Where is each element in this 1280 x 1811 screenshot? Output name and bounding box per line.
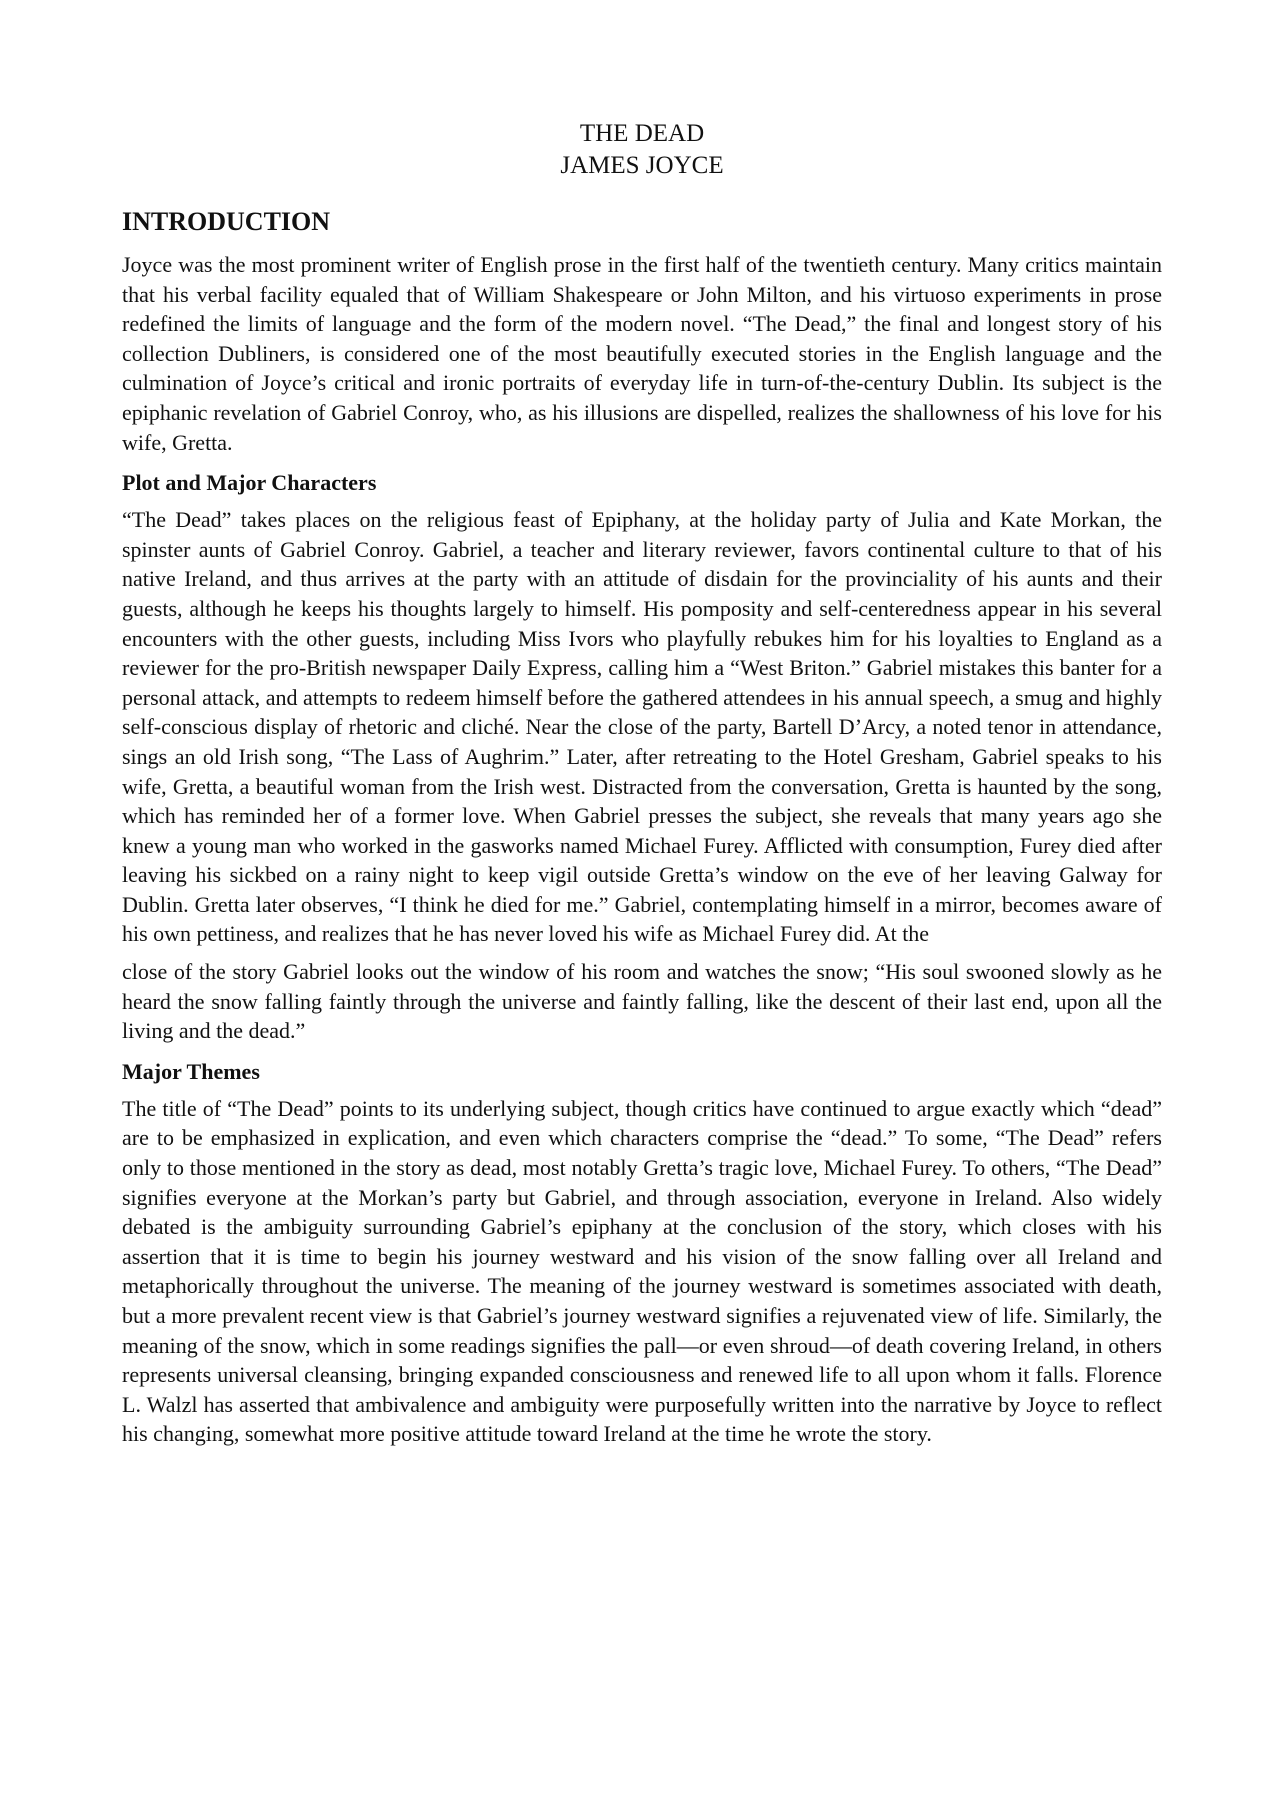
title-block — [122, 118, 1162, 182]
page-content — [122, 118, 1162, 1457]
introduction-paragraph: Joyce was the most prominent writer of English prose in the first half of the twentieth century. Many critics maintain that his verbal facility equaled that of William Shakespeare or John Milton, and his virtuoso experiments in prose redefined the limits of language and the form of the modern novel. “The Dead,” the final and longest story of his collection Dubliners, is considered one of the most beautifully executed stories in the English language and the culmination of Joyce’s critical and ironic portraits of everyday life in turn-of-the-century Dublin. Its subject is the epiphanic revelation of Gabriel Conroy, who, as his illusions are dispelled, realizes the shallowness of his love for his wife, Gretta. — [122, 252, 1162, 455]
introduction-section — [122, 206, 1162, 457]
themes-heading: Major Themes — [122, 1058, 260, 1084]
plot-heading: Plot and Major Characters — [122, 470, 377, 496]
plot-paragraph-1: “The Dead” takes places on the religious feast of Epiphany, at the holiday party of Julia and Kate Morkan, the spinster aunts of Gabriel Conroy. Gabriel, a teacher and literary reviewer, favors continental culture to that of his native Ireland, and thus arrives at the party with an attitude of disdain for the provinciality of his aunts and their guests, although he keeps his thoughts largely to himself. His pomposity and self-centeredness appear in his several encounters with the other guests, including Miss Ivors who playfully rebukes him for his loyalties to England as a reviewer for the pro-British newspaper Daily Express, calling him a “West Briton.” Gabriel mistakes this banter for a personal attack, and attempts to redeem himself before the gathered attendees in his annual speech, a smug and highly self-conscious display of rhetoric and cliché. Near the close of the party, Bartell D’Arcy, a noted tenor in attendance, sings an old Irish song, “The Lass of Aughrim.” Later, after retreating to the Hotel Gresham, Gabriel speaks to his wife, Gretta, a beautiful woman from the Irish west. Distracted from the conversation, Gretta is haunted by the song, which has reminded her of a former love. When Gabriel presses the subject, she reveals that many years ago she knew a young man who worked in the gasworks named Michael Furey. Afflicted with consumption, Furey died after leaving his sickbed on a rainy night to keep vigil outside Gretta’s window on the eve of her leaving Galway for Dublin. Gretta later observes, “I think he died for me.” Gabriel, contemplating himself in a mirror, becomes aware of his own pettiness, and realizes that he has never loved his wife as Michael Furey did. At the — [122, 507, 1162, 947]
document-author: JAMES JOYCE — [560, 152, 724, 179]
introduction-heading: INTRODUCTION — [122, 207, 331, 236]
plot-paragraph-2: close of the story Gabriel looks out the window of his room and watches the snow; “His soul swooned slowly as he heard the snow falling faintly through the universe and faintly falling, like the descent of their last end, upon all the living and the dead.” — [122, 959, 1162, 1044]
themes-section — [122, 1058, 1162, 1449]
plot-section — [122, 469, 1162, 1046]
themes-paragraph: The title of “The Dead” points to its underlying subject, though critics have continued to argue exactly which “dead” are to be emphasized in explication, and even which characters comprise the “dead.” To some, “The Dead” refers only to those mentioned in the story as dead, most notably Gretta’s tragic love, Michael Furey. To others, “The Dead” signifies everyone at the Morkan’s party but Gabriel, and through association, everyone in Ireland. Also widely debated is the ambiguity surrounding Gabriel’s epiphany at the conclusion of the story, which closes with his assertion that it is time to begin his journey westward and his vision of the snow falling over all Ireland and metaphorically throughout the universe. The meaning of the journey westward is sometimes associated with death, but a more prevalent recent view is that Gabriel’s journey westward signifies a rejuvenated view of life. Similarly, the meaning of the snow, which in some readings signifies the pall—or even shroud—of death covering Ireland, in others represents universal cleansing, bringing expanded consciousness and renewed life to all upon whom it falls. Florence L. Walzl has asserted that ambivalence and ambiguity were purposefully written into the narrative by Joyce to reflect his changing, somewhat more positive attitude toward Ireland at the time he wrote the story. — [122, 1095, 1162, 1447]
document-title: THE DEAD — [579, 120, 705, 147]
